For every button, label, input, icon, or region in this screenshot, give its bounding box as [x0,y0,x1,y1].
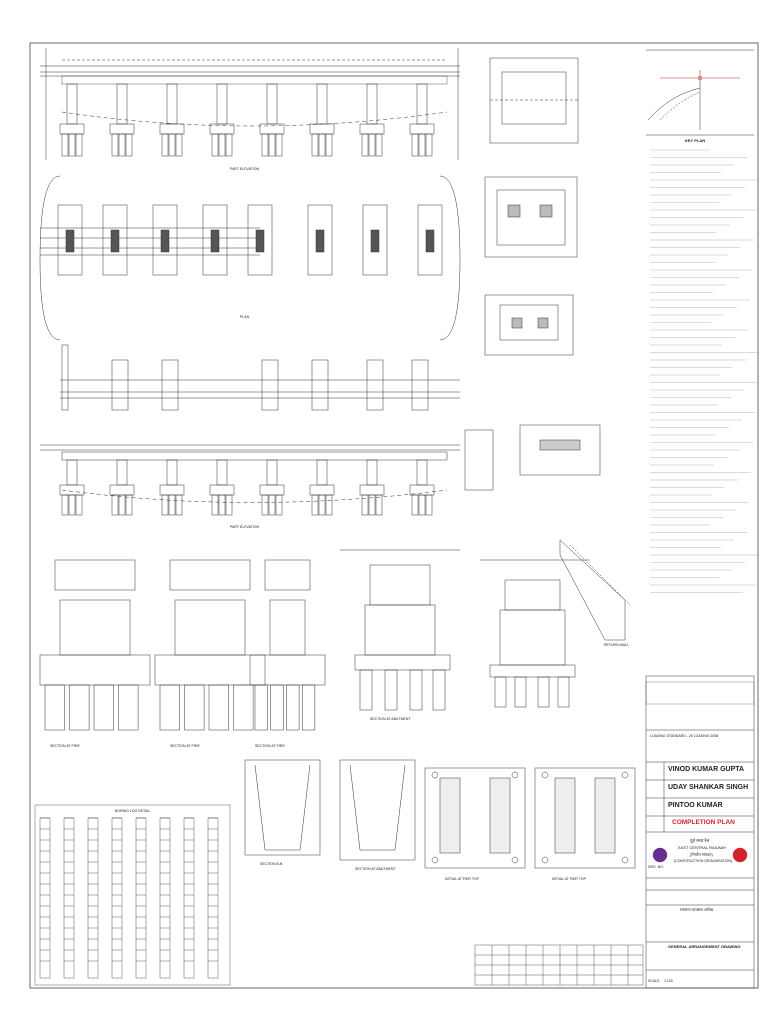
top-pile [362,134,368,156]
detail-plan-1 [425,768,525,881]
pier-section-stem [270,600,305,655]
plan-view [40,176,460,410]
bottom-pier [167,460,177,485]
top-pier [67,84,77,124]
bottom-pier [117,460,127,485]
return-wall-label: RETURN WALL [604,643,629,647]
bottom-pile [169,495,175,515]
top-pile [269,134,275,156]
strip-pier [367,360,383,410]
org-hindi: (निर्माण संगठन) [690,852,713,857]
checked-by-name: UDAY SHANKAR SINGH [668,784,749,791]
scale-label: SCALE [648,979,660,983]
top-pier [167,84,177,124]
boring-col [40,818,50,978]
plan-pier-core [426,230,434,252]
pier-section-stem [175,600,245,655]
plan-pier-core [316,230,324,252]
pier-section-stem [60,600,130,655]
pier-section-pile [119,685,139,730]
top-pile [176,134,182,156]
bottom-pile [126,495,132,515]
title-block-frame [646,676,754,988]
bottom-pile [262,495,268,515]
bottom-pier-cap [110,485,134,495]
boring-col [160,818,170,978]
scale-value: 1:100 [664,979,673,983]
strip-pier [112,360,128,410]
bottom-pile [219,495,225,515]
top-pile [162,134,168,156]
bottom-pile [362,495,368,515]
detail-plan-2 [535,768,635,881]
bottom-elevation-label: PART ELEVATION [230,525,260,529]
detail-plan-2-label: DETAIL AT PIER TOP [552,877,586,881]
bottom-pier-cap [210,485,234,495]
top-pile [219,134,225,156]
bottom-pier-cap [410,485,434,495]
bottom-pier [367,460,377,485]
abutment-section-2 [480,560,590,707]
pier-section-1-label: SECTION AT PIER [50,744,80,748]
section-bb [245,760,320,866]
pier-section-pile [45,685,65,730]
plan-pier-core [371,230,379,252]
abutment-section-label: SECTION AT ABUTMENT [370,717,411,721]
top-pier [217,84,227,124]
detail-plan-1-label: DETAIL AT PIER TOP [445,877,479,881]
boring-col [88,818,98,978]
bottom-pile [419,495,425,515]
pier-section-pile [160,685,180,730]
pier-section-pile [287,685,300,730]
bottom-pile [119,495,125,515]
bottom-pile [62,495,68,515]
strip-pier [412,360,428,410]
bottom-elevation [40,445,460,529]
bottom-pier [217,460,227,485]
return-wall [560,540,630,647]
top-elevation [40,48,460,171]
bottom-pile [412,495,418,515]
top-pile [112,134,118,156]
boring-col [136,818,146,978]
loading-standard: LOADING STANDARD - 25 LOADING 2008 [650,734,719,738]
top-pile [412,134,418,156]
strip-pier [262,360,278,410]
section-bb-label: SECTION B-B [260,862,283,866]
top-pile [312,134,318,156]
boring-log-label: BORING LOG DETAIL [115,809,151,813]
bottom-pile [226,495,232,515]
pier-section-footing [40,655,150,685]
boring-col [208,818,218,978]
railway-name: EAST CENTRAL RAILWAY [678,845,727,850]
pier-section-pile [234,685,254,730]
pier-section-cap [265,560,310,590]
top-pile [419,134,425,156]
bottom-pier-cap [260,485,284,495]
pier-section-cap [55,560,135,590]
bottom-pile [112,495,118,515]
top-pile [262,134,268,156]
top-pier [417,84,427,124]
top-pile [212,134,218,156]
top-pile [319,134,325,156]
top-elevation-label: PART ELEVATION [230,167,260,171]
top-pile [426,134,432,156]
top-pile [126,134,132,156]
pier-section-pile [255,685,268,730]
general-notes [650,150,759,593]
top-pile [369,134,375,156]
pier-cap-detail [465,425,600,490]
bottom-pier-cap [160,485,184,495]
bottom-pile [319,495,325,515]
section-cc [340,760,415,871]
strip-pier [312,360,328,410]
approved-by-name: PINTOO KUMAR [668,802,723,809]
top-pier-cap [210,124,234,134]
top-pile [69,134,75,156]
plan-pier-core [211,230,219,252]
pier-section-footing [250,655,325,685]
bottom-pile [69,495,75,515]
bottom-pile [176,495,182,515]
bottom-pile [312,495,318,515]
completion-plan-title: COMPLETION PLAN [672,819,735,826]
pier-section-footing [155,655,265,685]
bearing-detail-2 [485,177,577,257]
bottom-pile [269,495,275,515]
bottom-pier [267,460,277,485]
plan-pier-core [66,230,74,252]
top-pile [326,134,332,156]
top-pile [62,134,68,156]
top-pile [226,134,232,156]
plan-label: PLAN [240,315,250,319]
top-pier-cap [60,124,84,134]
key-plan [646,50,754,143]
railway-hindi: पूर्व मध्य रेल [690,838,710,843]
top-pile [276,134,282,156]
pier-section-pile [94,685,114,730]
org-name: (CONSTRUCTION ORGANISATION) [674,859,733,863]
pier-section-pile [209,685,229,730]
bottom-pile [212,495,218,515]
top-pier-cap [410,124,434,134]
bottom-pier [317,460,327,485]
bearing-detail-3 [485,295,573,355]
bottom-pier [417,460,427,485]
top-pier-cap [160,124,184,134]
top-pier [317,84,327,124]
key-plan-title: KEY PLAN [685,138,706,143]
pier-section-pile [70,685,90,730]
top-pile [376,134,382,156]
boring-col [64,818,74,978]
bottom-pile [76,495,82,515]
gad-hindi: सामान्य व्यवस्था आरेख [680,907,713,912]
top-pile [119,134,125,156]
top-pier-cap [110,124,134,134]
pier-section-pile [302,685,315,730]
bottom-pier-cap [360,485,384,495]
pier-section-pile [271,685,284,730]
top-pile [76,134,82,156]
top-pier-cap [310,124,334,134]
top-pile [169,134,175,156]
pier-section-2-label: SECTION AT PIER [170,744,200,748]
bottom-pile [376,495,382,515]
strip-pier [162,360,178,410]
top-pier [117,84,127,124]
drg-label: DRG. NO. [648,865,664,869]
top-pier [267,84,277,124]
top-pier-cap [360,124,384,134]
boring-log-table [35,805,230,985]
bottom-pile [162,495,168,515]
bottom-pile [426,495,432,515]
plan-pier-core [256,230,264,252]
plan-pier-core [161,230,169,252]
bearing-detail-1 [490,58,578,143]
boring-col [184,818,194,978]
abutment-section-1 [340,550,460,721]
pier-section-3-label: SECTION AT PIER [255,744,285,748]
bottom-pier-cap [310,485,334,495]
quantities-table [475,945,643,985]
boring-col [112,818,122,978]
plan-pier-core [111,230,119,252]
bottom-pile [276,495,282,515]
gad-title: GENERAL ARRANGEMENT DRAWING [668,944,741,949]
pier-section-cap [170,560,250,590]
top-pier [367,84,377,124]
drawn-by-name: VINOD KUMAR GUPTA [668,766,745,773]
bottom-pile [326,495,332,515]
section-cc-label: SECTION AT ABUTMENT [355,867,396,871]
bottom-pier [67,460,77,485]
pier-section-pile [185,685,205,730]
pier-sections [40,560,325,730]
